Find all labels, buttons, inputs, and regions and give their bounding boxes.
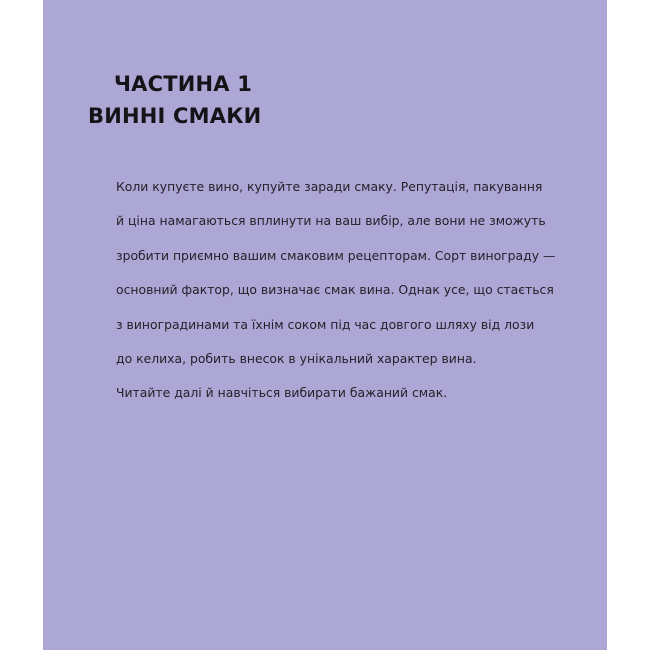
chapter-heading xyxy=(43,68,607,132)
chapter-intro-paragraph xyxy=(116,172,586,413)
book-page xyxy=(43,0,607,650)
chapter-part-label: ЧАСТИНА 1 xyxy=(114,72,253,96)
paragraph-line: з виноградинами та їхнім соком під час довгого шляху від лози xyxy=(116,316,535,332)
paragraph-line: й ціна намагаються вплинути на ваш вибір, але вони не зможуть xyxy=(116,213,546,229)
paragraph-line: зробити приємно вашим смаковим рецепторам. Сорт винограду — xyxy=(116,247,556,263)
paragraph-line: Коли купуєте вино, купуйте заради смаку. Репутація, пакування xyxy=(116,179,543,194)
paragraph-line: до келиха, робить внесок в унікальний характер вина. xyxy=(116,350,477,366)
paragraph-line: Читайте далі й навчіться вибирати бажаний смак. xyxy=(116,385,448,401)
paragraph-line: основний фактор, що визначає смак вина. Однак усе, що стається xyxy=(116,282,554,298)
chapter-title: ВИННІ СМАКИ xyxy=(88,104,262,128)
